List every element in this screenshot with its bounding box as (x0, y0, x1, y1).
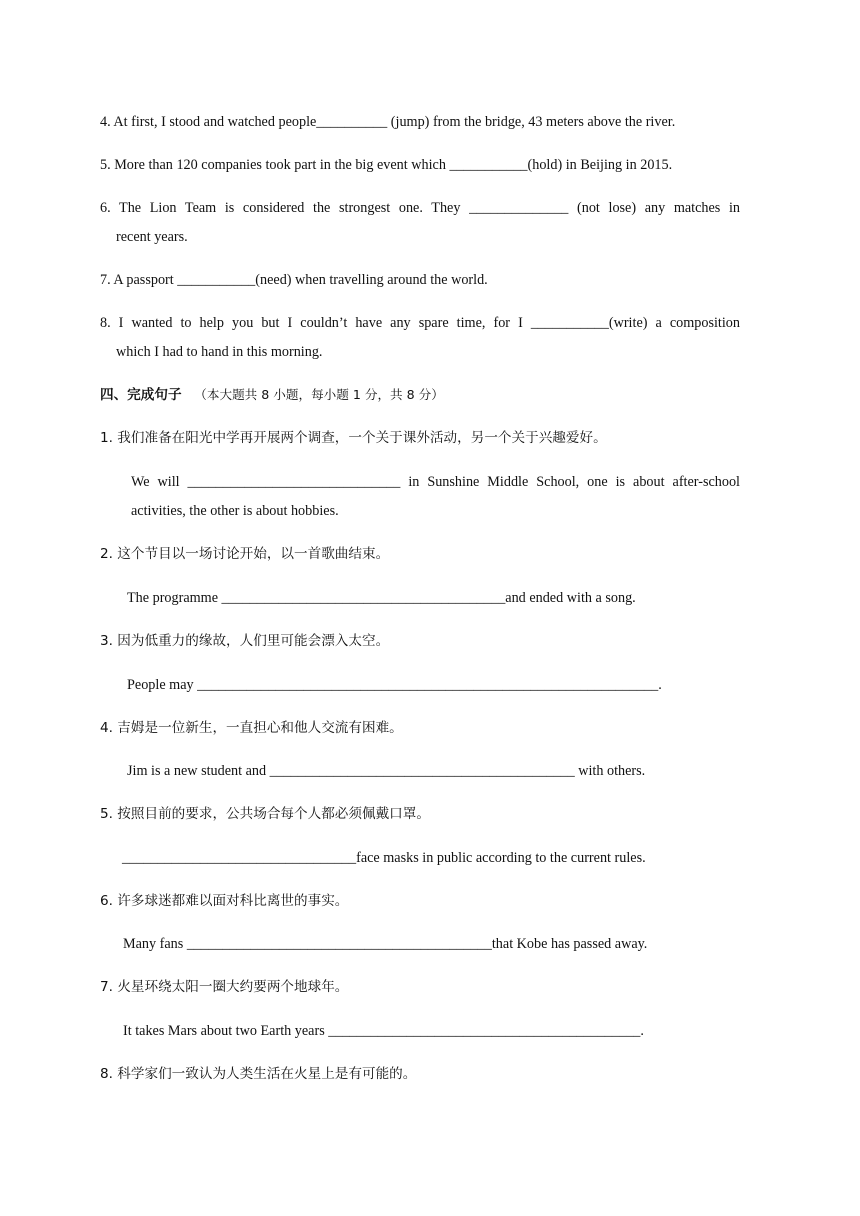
section-note: （本大题共 8 小题，每小题 1 分，共 8 分） (194, 387, 444, 402)
translation-item-1-english-line2: activities, the other is about hobbies. (131, 503, 339, 519)
exercise-item-7: 7. A passport ___________(need) when travelling around the world. (100, 272, 488, 288)
exercise-item-5: 5. More than 120 companies took part in the big event which ___________(hold) in Beijing in 2015. (100, 157, 673, 173)
section-heading (100, 386, 444, 404)
translation-item-3-chinese: 3. 因为低重力的缘故，人们里可能会漂入太空。 (100, 633, 390, 649)
translation-item-3-english: People may _________________________________________________________________. (127, 677, 662, 693)
exercise-item-8-line2: which I had to hand in this morning. (116, 344, 323, 360)
exercise-item-6-line2: recent years. (116, 229, 188, 245)
exercise-item-8-line1: 8. I wanted to help you but I couldn’t have any spare time, for I ___________(write) a composition (100, 315, 740, 331)
translation-item-1-chinese: 1. 我们准备在阳光中学再开展两个调查，一个关于课外活动，另一个关于兴趣爱好。 (100, 430, 607, 446)
section-title: 四、完成句子 (100, 387, 182, 403)
translation-item-2-chinese: 2. 这个节目以一场讨论开始，以一首歌曲结束。 (100, 546, 390, 562)
translation-item-8-chinese: 8. 科学家们一致认为人类生活在火星上是有可能的。 (100, 1066, 417, 1082)
exercise-item-4: 4. At first, I stood and watched people__________ (jump) from the bridge, 43 meters above the river. (100, 114, 676, 130)
translation-item-6-english: Many fans ___________________________________________that Kobe has passed away. (123, 936, 648, 952)
translation-item-5-chinese: 5. 按照目前的要求，公共场合每个人都必须佩戴口罩。 (100, 806, 430, 822)
exercise-item-6-line1: 6. The Lion Team is considered the strongest one. They ______________ (not lose) any matches in (100, 200, 740, 216)
translation-item-2-english: The programme ________________________________________and ended with a song. (127, 590, 636, 606)
translation-item-7-chinese: 7. 火星环绕太阳一圈大约要两个地球年。 (100, 979, 349, 995)
translation-item-5-english: _________________________________face masks in public according to the current rules. (122, 850, 646, 866)
translation-item-6-chinese: 6. 许多球迷都难以面对科比离世的事实。 (100, 893, 349, 909)
translation-item-4-chinese: 4. 吉姆是一位新生，一直担心和他人交流有困难。 (100, 720, 403, 736)
translation-item-4-english: Jim is a new student and ___________________________________________ with others. (127, 763, 646, 779)
translation-item-7-english: It takes Mars about two Earth years ____________________________________________. (123, 1023, 644, 1039)
translation-item-1-english-line1: We will ______________________________ in Sunshine Middle School, one is about after-school (131, 474, 740, 490)
